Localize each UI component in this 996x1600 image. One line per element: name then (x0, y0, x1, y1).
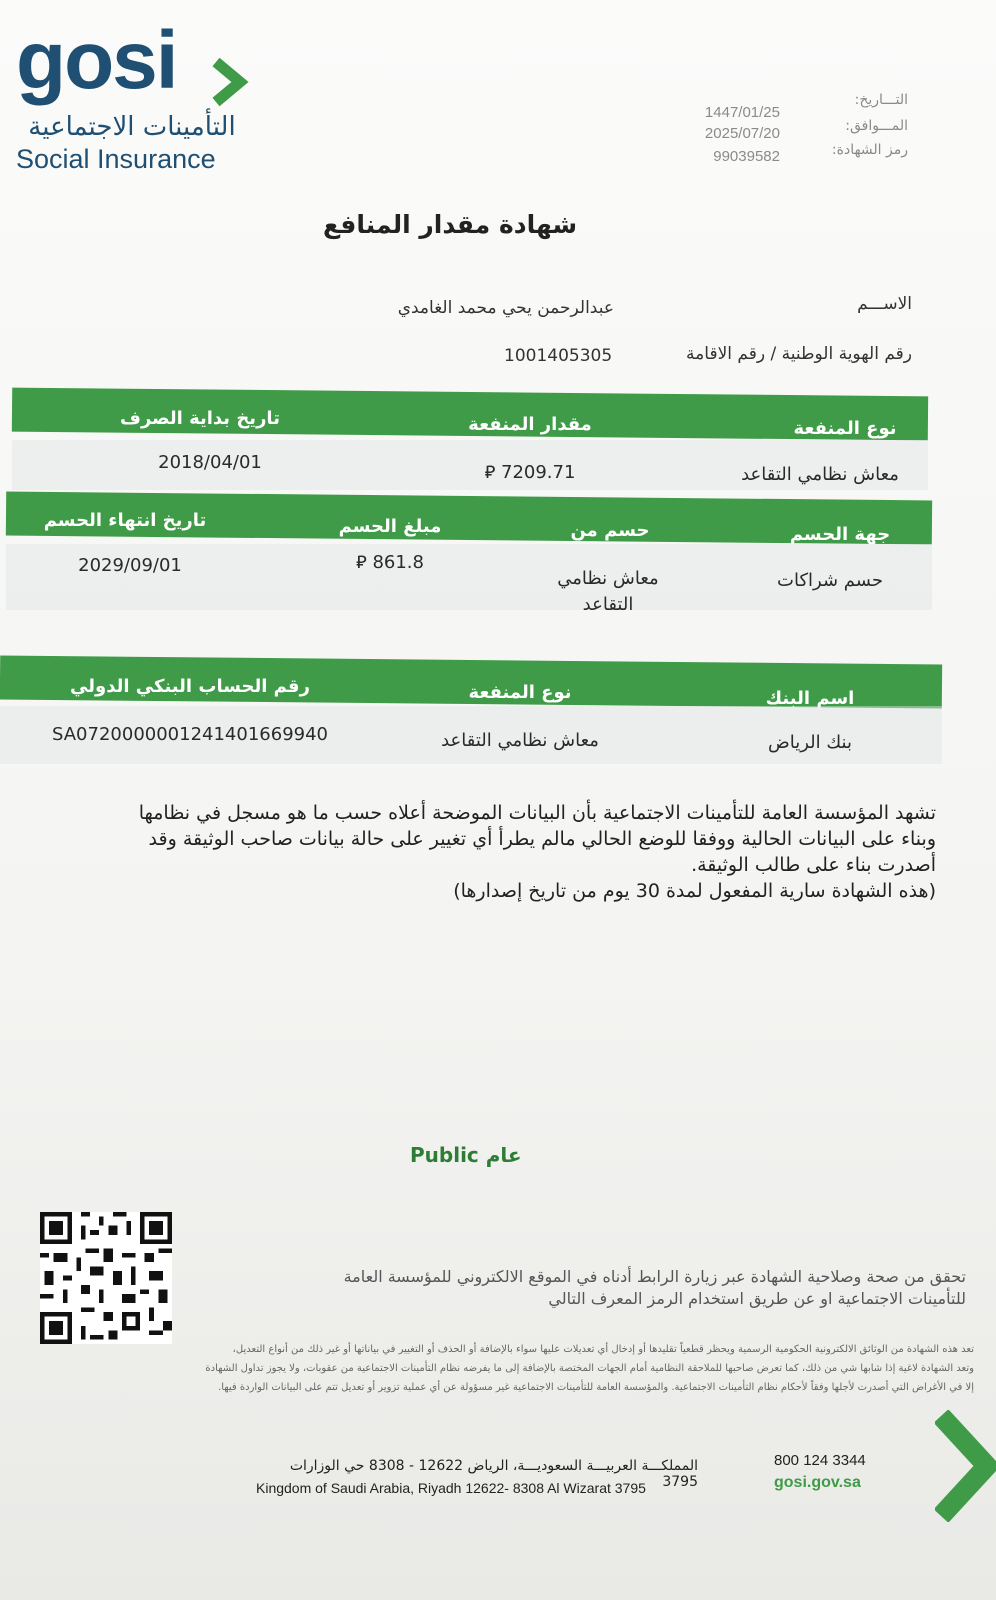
address-arabic: المملكـــة العربيـــة السعوديـــة، الرياض 12622 - 8308 حي الوزارات 3795 (289, 1458, 698, 1490)
statement-line-1: تشهد المؤسسة العامة للتأمينات الاجتماعية بأن البيانات الموضحة أعلاه حسب ما هو مسجل في نظامها (138, 802, 936, 824)
date-label: التـــاريخ: (854, 92, 908, 108)
benefits-cell-start-date: 2018/04/01 (158, 452, 262, 473)
verification-line-2: للتأمينات الاجتماعية او عن طريق استخدام الرمز المعرف التالي (548, 1289, 966, 1308)
certificate-code-value: 99039582 (713, 148, 780, 165)
bank-header-benefit-type: نوع المنفعة (468, 682, 572, 703)
benefits-header-type: نوع المنفعة (793, 418, 897, 439)
riyal-symbol-icon: ⃁ (356, 552, 367, 573)
deduction-header-end-date: تاريخ انتهاء الحسم (43, 510, 207, 531)
certificate-code-label: رمز الشهادة: (831, 142, 908, 158)
logo-chevron-icon (206, 52, 254, 112)
footer-chevron-icon (935, 1410, 996, 1522)
disclaimer-line-3: إلا في الأغراض التي أصدرت لأجلها وفقاً لأحكام نظام التأمينات الاجتماعية. والمؤسسة العامة للتأمينات الاجتماعية غير مسؤولة عن أي عملية تزوير أو تعديل تتم على البيانات الواردة فيها. (218, 1382, 974, 1393)
legal-disclaimer (14, 1340, 974, 1397)
logo-english-text: Social Insurance (16, 144, 216, 174)
bank-header-name: اسم البنك (765, 688, 855, 709)
logo-arabic-text: التأمينات الاجتماعية (28, 112, 236, 142)
bank-cell-iban: SA0720000001241401669940 (51, 724, 329, 745)
name-value: عبدالرحمن يحي محمد الغامدي (397, 298, 614, 318)
classification-label: عام Public (410, 1143, 522, 1167)
statement-validity-note: (هذه الشهادة سارية المفعول لمدة 30 يوم من تاريخ إصدارها) (453, 880, 936, 902)
deduction-cell-end-date: 2029/09/01 (78, 555, 182, 576)
deduction-header-party: جهة الحسم (789, 524, 891, 545)
bank-cell-name: بنك الرياض (767, 732, 852, 753)
bank-cell-benefit-type: معاش نظامي التقاعد (441, 730, 599, 751)
deduction-amount-value: 861.8 (372, 552, 424, 573)
disclaimer-line-2: وتعد الشهادة لاغية إذا شابها شي من ذلك، كما تعرض صاحبها للملاحقة النظامية أمام الجهات المختصة بالإضافة إلى ما يفرضه نظام التأمينات الاجتماعية من عقوبات، ولا يجوز تداول الشهادة (205, 1363, 974, 1374)
corresponding-date-label: المـــوافق: (845, 118, 908, 134)
phone-number: 800 124 3344 (774, 1452, 866, 1469)
benefits-header-start-date: تاريخ بداية الصرف (120, 408, 280, 429)
benefits-cell-type: معاش نظامي التقاعد (741, 464, 899, 485)
deduction-cell-party: حسم شراكات (777, 570, 883, 591)
bank-header-iban: رقم الحساب البنكي الدولي (70, 676, 310, 697)
website-link[interactable]: gosi.gov.sa (774, 1474, 861, 1491)
corresponding-date-value: 2025/07/20 (704, 125, 780, 142)
date-value: 1447/01/25 (704, 104, 780, 121)
disclaimer-line-1: تعد هذه الشهادة من الوثائق الالكترونية الحكومية الرسمية ويحظر قطعياً تقليدها أو إدخال أي تعديلات عليها سواء بالإضافة أو الحذف أو التغيير في بياناتها أو غير ذلك من أنواع التعديل، (232, 1344, 974, 1355)
id-value: 1001405305 (504, 346, 613, 366)
benefits-cell-amount (430, 460, 630, 483)
statement-line-2: وبناء على البيانات الحالية ووفقا للوضع الحالي مالم يطرأ أي تغيير على حالة بيانات صاحب الوثيقة وقد (148, 828, 936, 850)
deduction-header-amount: مبلغ الحسم (338, 516, 442, 537)
deduction-cell-amount (300, 550, 480, 573)
benefits-amount-value: 7209.71 (501, 462, 576, 483)
benefits-header-amount: مقدار المنفعة (468, 414, 592, 435)
deduction-cell-from: معاش نظامي التقاعد (557, 568, 659, 615)
id-label: رقم الهوية الوطنية / رقم الاقامة (686, 344, 912, 364)
document-title: شهادة مقدار المنافع (322, 210, 578, 239)
address-english: Kingdom of Saudi Arabia, Riyadh 12622- 8308 Al Wizarat 3795 (256, 1480, 646, 1496)
verification-instructions (206, 1266, 966, 1310)
gosi-logo-wordmark: gosi (16, 15, 177, 106)
verification-line-1: تحقق من صحة وصلاحية الشهادة عبر زيارة الرابط أدناه في الموقع الالكتروني للمؤسسة العامة (343, 1267, 966, 1286)
certification-statement (46, 800, 936, 904)
deduction-header-from: حسم من (570, 520, 650, 541)
qr-code-icon (40, 1212, 172, 1344)
statement-line-3: أصدرت بناء على طالب الوثيقة. (691, 854, 936, 876)
riyal-symbol-icon: ⃁ (484, 462, 496, 483)
name-label: الاســـم (857, 294, 912, 314)
